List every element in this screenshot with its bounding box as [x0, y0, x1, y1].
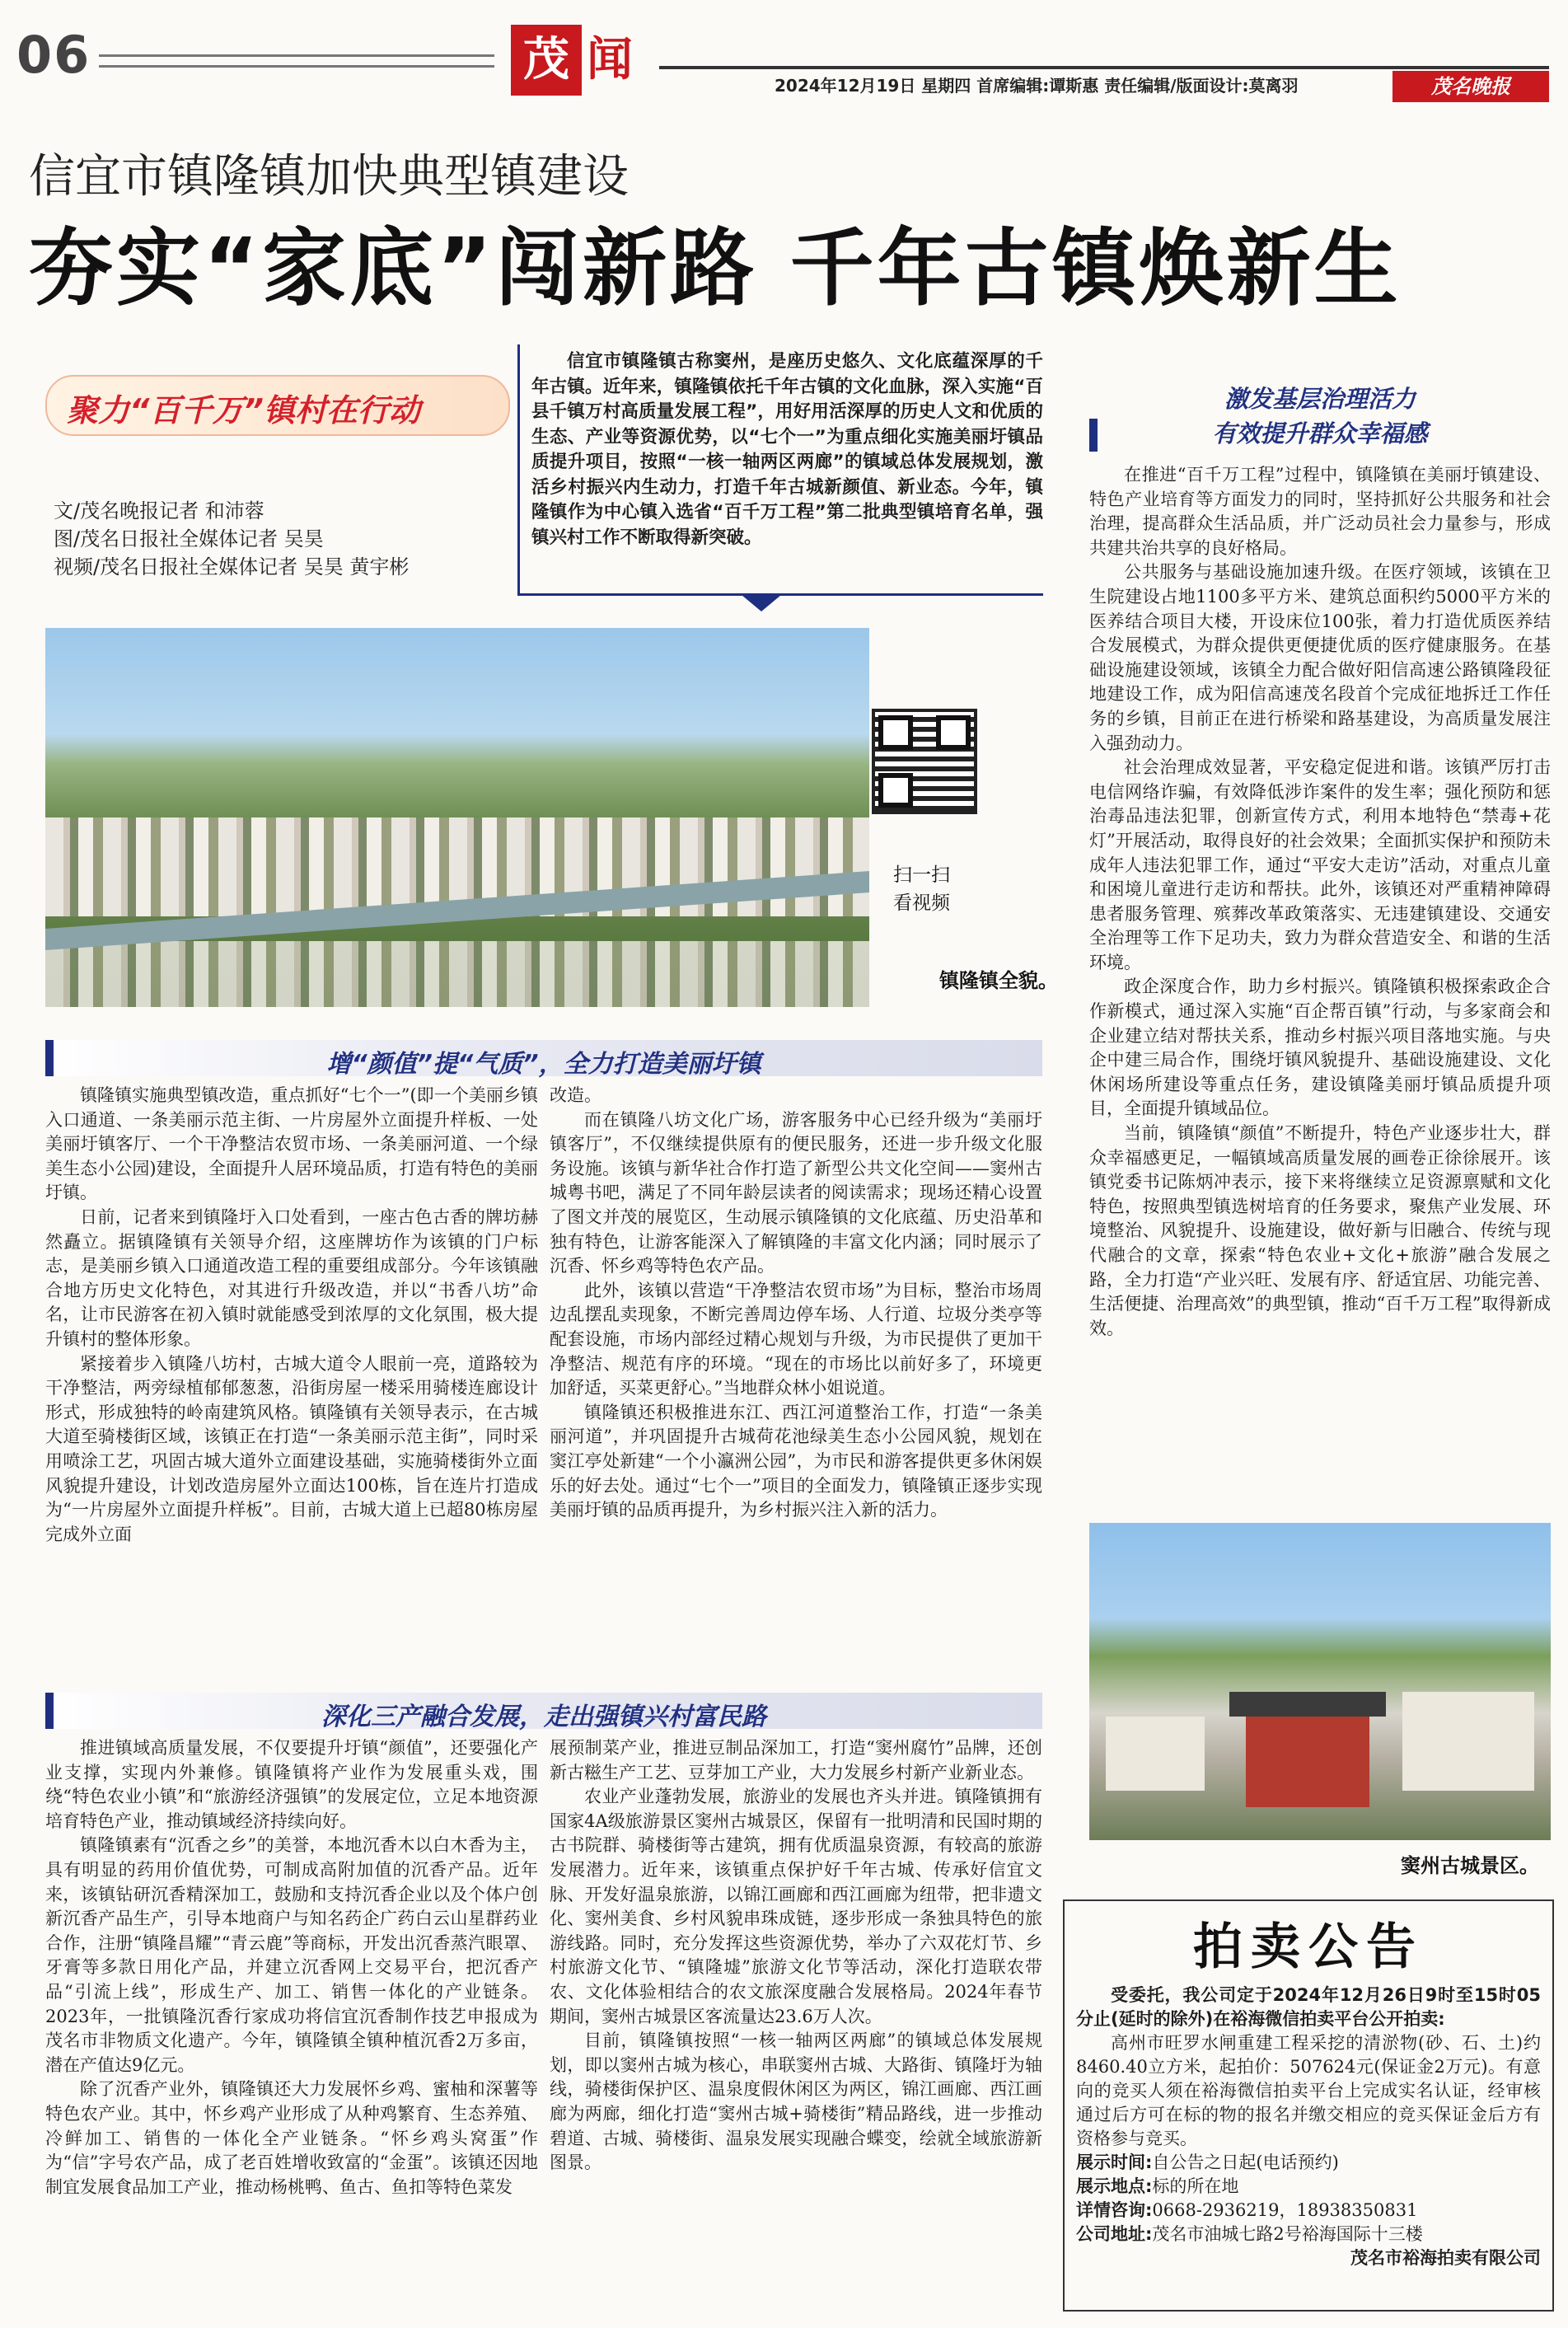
section1-heading: 增“颜值”提“气质”，全力打造美丽圩镇: [45, 1040, 1042, 1076]
credit-video: 视频/茂名日报社全媒体记者 吴昊 黄宇彬: [54, 555, 410, 578]
article-title: 夯实“家底”闯新路 千年古镇焕新生: [29, 220, 1402, 318]
section3-heading: [1089, 379, 1551, 452]
section2-heading: 深化三产融合发展，走出强镇兴村富民路: [45, 1693, 1042, 1729]
auction-notice: [1063, 1899, 1554, 2312]
article-intro: [517, 344, 1043, 596]
section2-column-2: 展预制菜产业，推进豆制品深加工，打造“窦州腐竹”品牌，还创新古糍生产工艺、豆芽加工产业，大力发展乡村新产业新业态。 农业产业蓬勃发展，旅游业的发展也齐头并进。镇隆镇拥有国家4A级旅游景区窦州古城景区，保留有一批明清和民国时期的古书院群、骑楼街等古建筑，拥有优质温泉资源，有较高的旅游发展潜力。近年来，该镇重点保护好千年古城、传承好信宜文脉、开发好温泉旅游，以锦江画廊和西江画廊为纽带，把非遗文化、窦州美食、乡村风貌串珠成链，逐步形成一条独具特色的旅游线路。同时，充分发挥这些资源优势，举办了六双花灯节、乡村旅游文化节、“镇隆墟”旅游文化节等活动，深化打造联农带农、文化体验相结合的农文旅深度融合发展格局。2024年春节期间，窦州古城景区客流量达23.6万人次。 目前，镇隆镇按照“一核一轴两区两廊”的镇域总体发展规划，即以窦州古城为核心，串联窦州古城、大路街、镇隆圩为轴线，骑楼街保护区、温泉度假休闲区为两区，锦江画廊、西江画廊为两廊，细化打造“窦州古城+骑楼街”精品路线，进一步推动碧道、古城、骑楼街、温泉发展实现融合蝶变，绘就全域旅游新图景。: [550, 1738, 1042, 2173]
header-info: 2024年12月19日 星期四 首席编辑:谭斯惠 责任编辑/版面设计:莫离羽: [775, 76, 1299, 96]
campaign-badge-text: 聚力“百千万”镇村在行动: [67, 392, 420, 429]
section-label: [511, 25, 659, 96]
newspaper-logo: 茂名晚报: [1392, 71, 1549, 102]
video-qr-code[interactable]: [872, 709, 977, 814]
section3-heading-line-1: 激发基层治理活力: [1224, 385, 1416, 413]
auction-company: 茂名市裕海拍卖有限公司: [1350, 2248, 1541, 2268]
town-panorama-photo: [45, 628, 869, 1007]
qr-hint-line-2: 看视频: [893, 892, 950, 914]
intro-arrow: [742, 595, 781, 611]
section3-heading-line-2: 有效提升群众幸福感: [1212, 419, 1428, 447]
section-char-1: 茂: [511, 25, 582, 96]
auction-lead: 受委托，我公司定于2024年12月26日9时至15时05分止(延时的除外)在裕海微信拍卖平台公开拍卖:: [1076, 1985, 1541, 2029]
qr-hint-line-1: 扫一扫: [893, 864, 950, 886]
header-rule: [659, 66, 1549, 69]
section1-column-1: 镇隆镇实施典型镇改造，重点抓好“七个一”(即一个美丽乡镇入口通道、一条美丽示范主街、一片房屋外立面提升样板、一处美丽圩镇客厅、一个干净整洁农贸市场、一条美丽河道、一个绿美生态小公园)建设，全面提升人居环境品质，打造有特色的美丽圩镇。 日前，记者来到镇隆圩入口处看到，一座古色古香的牌坊赫然矗立。据镇隆镇有关领导介绍，这座牌坊作为该镇的门户标志，是美丽乡镇入口通道改造工程的重要组成部分。今年该镇融合地方历史文化特色，对其进行升级改造，并以“书香八坊”命名，让市民游客在初入镇时就能感受到浓厚的文化氛围，极大提升镇村的整体形象。 紧接着步入镇隆八坊村，古城大道令人眼前一亮，道路较为干净整洁，两旁绿植郁郁葱葱，沿街房屋一楼采用骑楼连廊设计形式，形成独特的岭南建筑风格。镇隆镇有关领导表示，在古城大道至骑楼街区域，该镇正在打造“一条美丽示范主街”，同时采用喷涂工艺，巩固古城大道外立面建设基础，实施骑楼街外立面风貌提升建设，计划改造房屋外立面达100栋，旨在连片打造成为“一片房屋外立面提升样板”。目前，古城大道上已超80栋房屋完成外立面: [45, 1085, 538, 1544]
town-panorama-caption: 镇隆镇全貌。: [939, 969, 1058, 992]
credit-photo: 图/茂名日报社全媒体记者 吴昊: [54, 527, 324, 550]
qr-hint: [893, 861, 950, 917]
article-subtitle: 信宜市镇隆镇加快典型镇建设: [29, 150, 629, 204]
section1-column-2: 改造。 而在镇隆八坊文化广场，游客服务中心已经升级为“美丽圩镇客厅”，不仅继续提供原有的便民服务，还进一步升级文化服务设施。该镇与新华社合作打造了新型公共文化空间——窦州古城粤书吧，满足了不同年龄层读者的阅读需求；现场还精心设置了图文并茂的展览区，生动展示镇隆镇的文化底蕴、历史沿革和独有特色，让游客能深入了解镇隆的丰富文化内涵；同时展示了沉香、怀乡鸡等特色农产品。 此外，该镇以营造“干净整洁农贸市场”为目标，整治市场周边乱摆乱卖现象，不断完善周边停车场、人行道、垃圾分类亭等配套设施，市场内部经过精心规划与升级，为市民提供了更加干净整洁、规范有序的环境。“现在的市场比以前好多了，环境更加舒适，买菜更舒心。”当地群众林小姐说道。 镇隆镇还积极推进东江、西江河道整治工作，打造“一条美丽河道”，并巩固提升古城荷花池绿美生态小公园风貌，规划在窦江亭处新建“一个小瀛洲公园”，为市民和游客提供更多休闲娱乐的好去处。通过“七个一”项目的全面发力，镇隆镇正逐步实现美丽圩镇的品质再提升，为乡村振兴注入新的活力。: [550, 1085, 1042, 1520]
campaign-badge: [45, 375, 510, 436]
intro-text: 信宜市镇隆镇古称窦州，是座历史悠久、文化底蕴深厚的千年古镇。近年来，镇隆镇依托千年古镇的文化血脉，深入实施“百县千镇万村高质量发展工程”，用好用活深厚的历史人文和优质的生态、产业等资源优势，以“七个一”为重点细化实施美丽圩镇品质提升项目，按照“一核一轴两区两廊”的镇域总体发展规划，激活乡村振兴内生动力，打造千年古城新颜值、新业态。今年，镇隆镇作为中心镇入选省“百千万工程”第二批典型镇培育名单，强镇兴村工作不断取得新突破。: [531, 351, 1043, 548]
ancient-city-photo: [1089, 1523, 1551, 1840]
auction-body: 高州市旺罗水闸重建工程采挖的清淤物(砂、石、土)约8460.40立方米，起拍价：507624元(保证金2万元)。有意向的竞买人须在裕海微信拍卖平台上完成实名认证，经审核通过后方可在标的物的报名并缴交相应的竞买保证金后方有资格参与竞买。: [1076, 2033, 1541, 2148]
page-number: 06: [16, 25, 91, 85]
section3-column: 在推进“百千万工程”过程中，镇隆镇在美丽圩镇建设、特色产业培育等方面发力的同时，坚持抓好公共服务和社会治理，提高群众生活品质，并广泛动员社会力量参与，形成共建共治共享的良好格局。 公共服务与基础设施加速升级。在医疗领域，该镇在卫生院建设占地1100多平方米、建筑总面积约5000平方米的医养结合项目大楼，开设床位100张，着力打造优质医养结合发展模式，为群众提供更便捷优质的医疗健康服务。在基础设施建设领域，该镇全力配合做好阳信高速公路镇隆段征地建设工作，成为阳信高速茂名段首个完成征地拆迁工作任务的乡镇，目前正在进行桥梁和路基建设，为高质量发展注入强劲动力。 社会治理成效显著，平安稳定促进和谐。该镇严厉打击电信网络诈骗，有效降低涉诈案件的发生率；强化预防和惩治毒品违法犯罪，创新宣传方式，利用本地特色“禁毒+花灯”开展活动，取得良好的社会效果；全面抓实保护和预防未成年人违法犯罪工作，通过“平安大走访”活动，对重点儿童和困境儿童进行走访和帮扶。此外，该镇还对严重精神障碍患者服务管理、殡葬改革政策落实、无违建镇建设、交通安全治理等工作下足功夫，致力为群众营造安全、和谐的生活环境。 政企深度合作，助力乡村振兴。镇隆镇积极探索政企合作新模式，通过深入实施“百企帮百镇”行动，与多家商会和企业建立结对帮扶关系，推动乡村振兴项目落地实施。与央企中建三局合作，围绕圩镇风貌提升、基础设施建设、文化休闲场所建设等重点任务，建设镇隆美丽圩镇品质提升项目，全面提升镇域品位。 当前，镇隆镇“颜值”不断提升，特色产业逐步壮大，群众幸福感更足，一幅镇域高质量发展的画卷正徐徐展开。该镇党委书记陈炳冲表示，接下来将继续立足资源禀赋和文化特色，按照典型镇选树培育的任务要求，聚焦产业发展、环境整治、风貌提升、设施建设，做好新与旧融合、传统与现代融合的文章，探索“特色农业+文化+旅游”融合发展之路，全力打造“产业兴旺、发展有序、舒适宜居、功能完善、生活便捷、治理高效”的典型镇，推动“百千万工程”取得新成效。: [1089, 465, 1551, 1338]
page-number-rule: [99, 54, 494, 68]
auction-show-place: 展示地点:标的所在地: [1076, 2176, 1239, 2196]
credit-writer: 文/茂名晚报记者 和沛蓉: [54, 499, 264, 522]
ancient-city-caption: 窦州古城景区。: [1401, 1854, 1539, 1877]
section-char-2: 闻: [587, 33, 633, 87]
auction-address: 公司地址:茂名市油城七路2号裕海国际十三楼: [1076, 2224, 1423, 2244]
auction-contact: 详情咨询:0668-2936219，18938350831: [1076, 2200, 1418, 2220]
section2-column-1: 推进镇域高质量发展，不仅要提升圩镇“颜值”，还要强化产业支撑，实现内外兼修。镇隆镇将产业作为发展重头戏，围绕“特色农业小镇”和“旅游经济强镇”的发展定位，立足本地资源培育特色产业，推动镇域经济持续向好。 镇隆镇素有“沉香之乡”的美誉，本地沉香木以白木香为主，具有明显的药用价值优势，可制成高附加值的沉香产品。近年来，该镇钻研沉香精深加工，鼓励和支持沉香企业以及个体户创新沉香产品生产，引导本地商户与知名药企广药白云山星群药业合作，注册“镇隆昌耀”“青云鹿”等商标，开发出沉香蒸汽眼罩、牙膏等多款日用化产品，并建立沉香网上交易平台，把沉香产品“引流上线”，形成生产、加工、销售一体化的产业链条。2023年，一批镇隆沉香行家成功将信宜沉香制作技艺申报成为茂名市非物质文化遗产。今年，镇隆镇全镇种植沉香2万多亩，潜在产值达9亿元。 除了沉香产业外，镇隆镇还大力发展怀乡鸡、蜜柚和深薯等特色农产业。其中，怀乡鸡产业形成了从种鸡繁育、生态养殖、冷鲜加工、销售的一体化全产业链条。“怀乡鸡头窝蛋”作为“信”字号农产品，成了老百姓增收致富的“金蛋”。该镇还因地制宜发展食品加工产业，推动杨桃鸭、鱼古、鱼扣等特色菜发: [45, 1738, 538, 2197]
auction-heading: 拍卖公告: [1193, 1918, 1424, 1976]
auction-show-time: 展示时间:自公告之日起(电话预约): [1076, 2152, 1339, 2172]
